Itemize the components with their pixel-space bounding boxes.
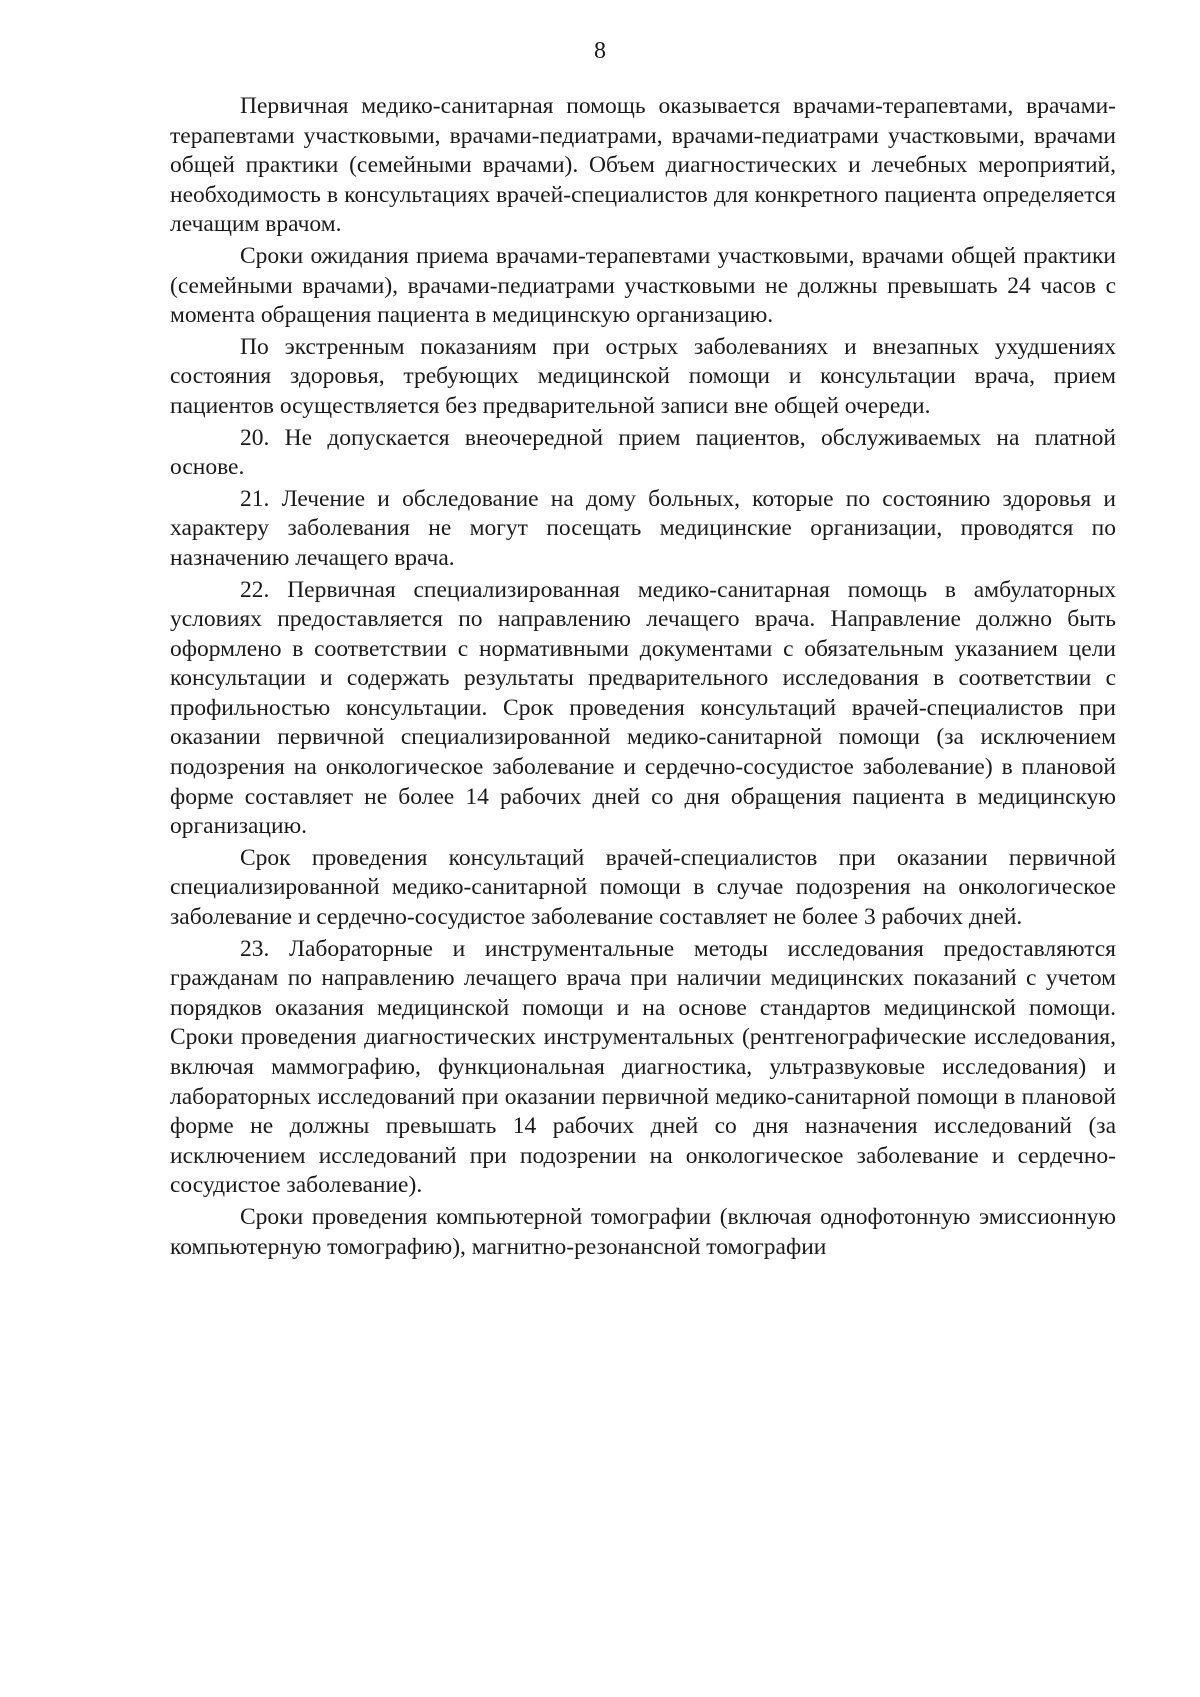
paragraph-waiting-times: Сроки ожидания приема врачами-терапевтами участковыми, врачами общей практики (семейными врачами), врачами-педиатрами участковыми не должны превышать 24 часов с момента обращения пациента в медицинскую организацию. [170,242,1116,329]
paragraph-specialist-term: Срок проведения консультаций врачей-специалистов при оказании первичной специализированной медико-санитарной помощи в случае подозрения на онкологическое заболевание и сердечно-сосудистое заболевание составляет не более 3 рабочих дней. [170,844,1116,931]
paragraph-item-20: 20. Не допускается внеочередной прием пациентов, обслуживаемых на платной основе. [170,424,1116,481]
paragraph-tomography-terms: Сроки проведения компьютерной томографии (включая однофотонную эмиссионную компьютерную томографию), магнитно-резонансной томографии [170,1203,1116,1260]
paragraph-emergency: По экстренным показаниям при острых заболеваниях и внезапных ухудшениях состояния здоровья, требующих медицинской помощи и консультации врача, прием пациентов осуществляется без предварительной записи вне общей очереди. [170,333,1116,419]
paragraph-item-22: 22. Первичная специализированная медико-санитарная помощь в амбулаторных условиях предоставляется по направлению лечащего врача. Направление должно быть оформлено в соответствии с нормативными документами с обязательным указанием цели консультации и содержать результаты предварительного исследования в соответствии с профильностью консультации. Срок проведения консультаций врачей-специалистов при оказании первичной специализированной медико-санитарной помощи (за исключением подозрения на онкологическое заболевание и сердечно-сосудистое заболевание) в плановой форме составляет не более 14 рабочих дней со дня обращения пациента в медицинскую организацию. [170,576,1116,840]
paragraph-primary-care: Первичная медико-санитарная помощь оказывается врачами-терапевтами, врачами-терапевтами участковыми, врачами-педиатрами, врачами-педиатрами участковыми, врачами общей практики (семейными врачами). Объем диагностических и лечебных мероприятий, необходимость в консультациях врачей-специалистов для конкретного пациента определяется лечащим врачом. [170,93,1116,238]
page-number: 8 [594,38,606,64]
paragraph-item-23: 23. Лабораторные и инструментальные методы исследования предоставляются гражданам по направлению лечащего врача при наличии медицинских показаний с учетом порядков оказания медицинской помощи и на основе стандартов медицинской помощи. Сроки проведения диагностических инструментальных (рентгенографические исследования, включая маммографию, функциональная диагностика, ультразвуковые исследования) и лабораторных исследований при оказании первичной медико-санитарной помощи в плановой форме не должны превышать 14 рабочих дней со дня назначения исследований (за исключением исследований при подозрении на онкологическое заболевание и сердечно-сосудистое заболевание). [170,935,1116,1199]
document-body [170,92,1116,1264]
paragraph-item-21: 21. Лечение и обследование на дому больных, которые по состоянию здоровья и характеру заболевания не могут посещать медицинские организации, проводятся по назначению лечащего врача. [170,485,1116,571]
